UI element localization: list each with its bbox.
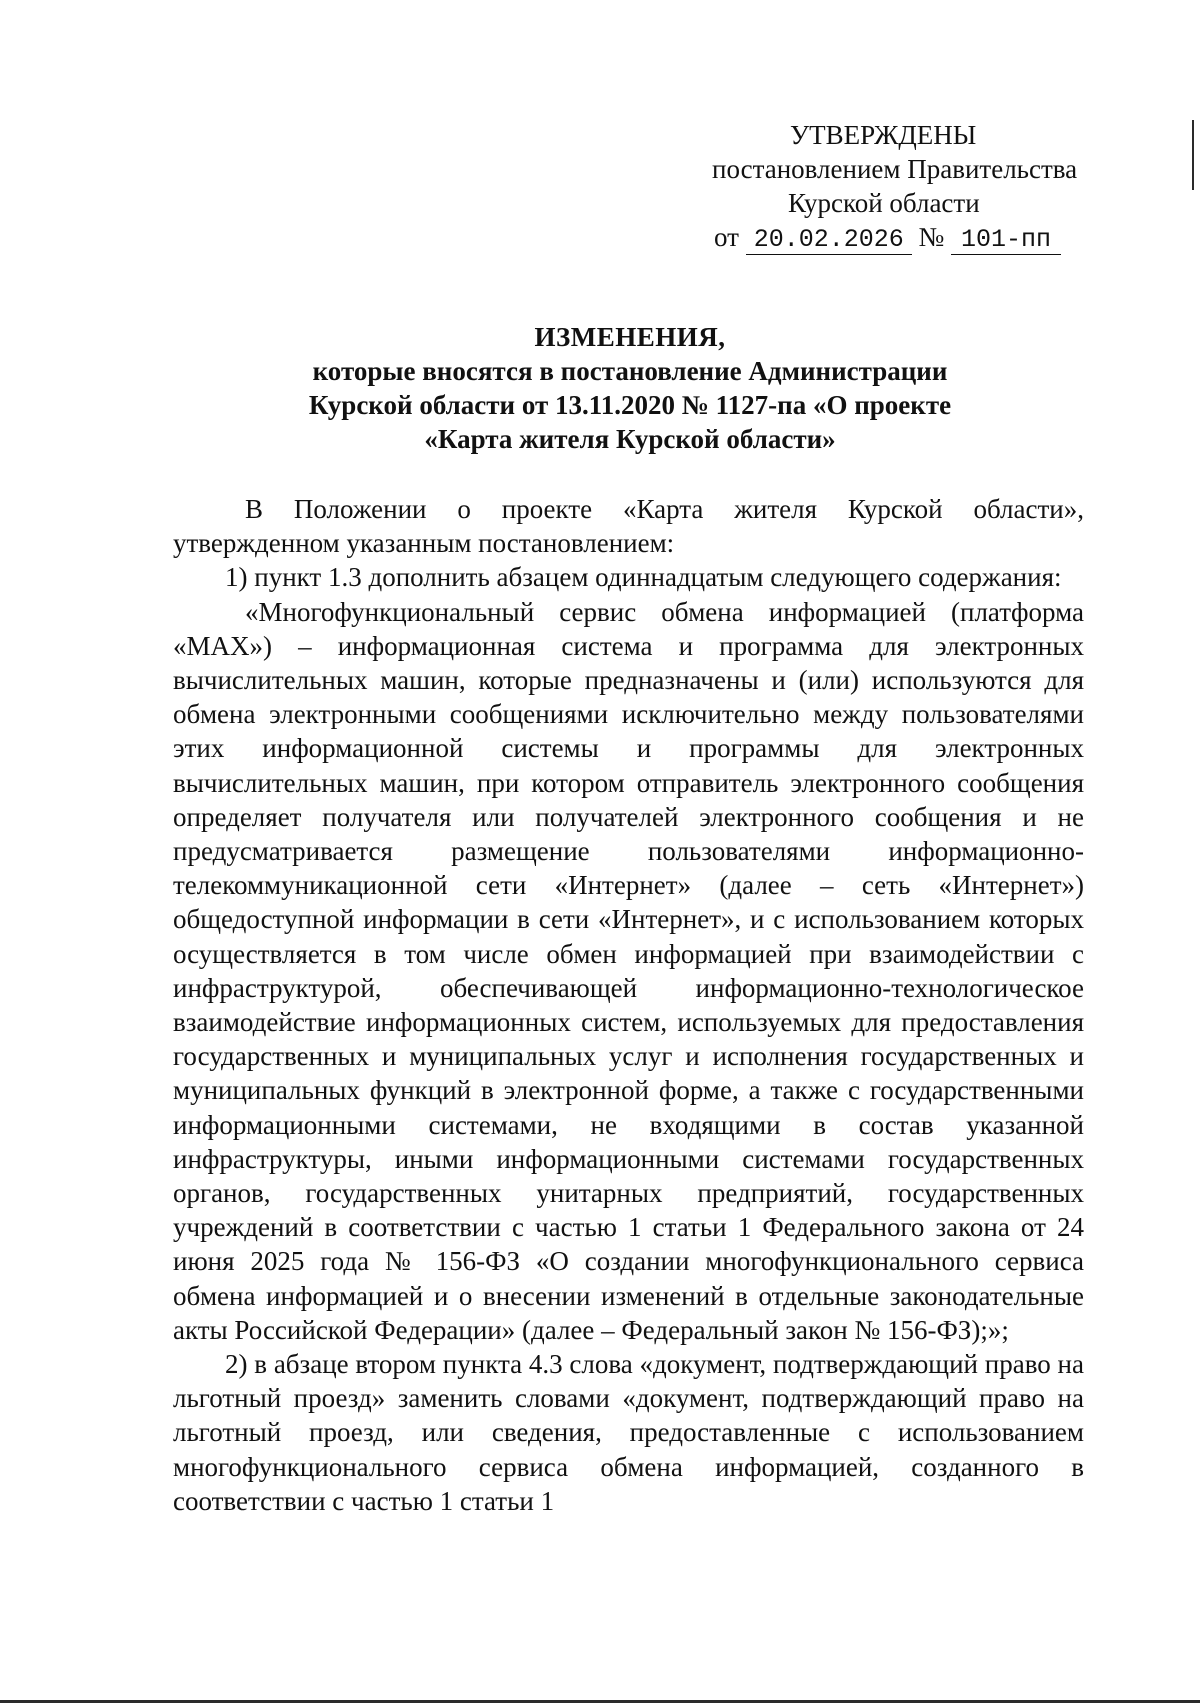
title-line-2: Курской области от 13.11.2020 № 1127-па «О проекте <box>308 390 952 420</box>
title-line-1: которые вносятся в постановление Администрации <box>312 356 948 386</box>
approval-heading: УТВЕРЖДЕНЫ <box>790 120 977 150</box>
approval-issuer: постановлением Правительства <box>712 154 1078 184</box>
date-prefix: от <box>714 222 739 252</box>
item-1-paragraph: 1) пункт 1.3 дополнить абзацем одиннадцатым следующего содержания: <box>225 562 1062 593</box>
approval-stamp <box>700 118 1100 255</box>
item-2-paragraph: 2) в абзаце втором пункта 4.3 слова «документ, подтверждающий право на льготный проезд» заменить словами «документ, подтверждающий право на льготный проезд, или сведения, предоставленные с использованием многофункционального сервиса обмена информацией, созданного в соответствии с частью 1 статьи 1 <box>173 1349 1084 1516</box>
document-body <box>173 492 1084 1518</box>
document-title <box>170 320 1090 456</box>
title-main: ИЗМЕНЕНИЯ, <box>534 322 726 352</box>
approval-date-number <box>700 220 1100 255</box>
scan-edge-mark <box>1192 120 1194 190</box>
quoted-definition-paragraph: «Многофункциональный сервис обмена информацией (платформа «MAX») – информационная система и программа для электронных вычислительных машин, которые предназначены и (или) используются для обмена электронными сообщениями исключительно между пользователями этих информационной системы и программы для электронных вычислительных машин, при котором отправитель электронного сообщения определяет получателя или получателей электронного сообщения и не предусматривается размещение пользователями информационно-телекоммуникационной сети «Интернет» (далее – сеть «Интернет») общедоступной информации в сети «Интернет», и с использованием которых осуществляется в том числе обмен информацией при взаимодействии с инфраструктурой, обеспечивающей информационно-технологическое взаимодействие информационных систем, используемых для предоставления государственных и муниципальных услуг и исполнения государственных и муниципальных функций в электронной форме, а также с государственными информационными системами, не входящими в состав указанной инфраструктуры, иными информационными системами государственных органов, государственных унитарных предприятий, государственных учреждений в соответствии с частью 1 статьи 1 Федерального закона от 24 июня 2025 года № 156-ФЗ «О создании многофункционального сервиса обмена информацией и о внесении изменений в отдельные законодательные акты Российской Федерации» (далее – Федеральный закон № 156-ФЗ);»; <box>173 596 1084 1345</box>
intro-paragraph: В Положении о проекте «Карта жителя Курской области», утвержденном указанным постановлением: <box>173 494 1084 559</box>
approval-number: 101-пп <box>951 226 1061 255</box>
approval-region: Курской области <box>788 188 980 218</box>
approval-date: 20.02.2026 <box>746 226 912 255</box>
number-prefix: № <box>918 222 945 252</box>
title-line-3: «Карта жителя Курской области» <box>424 424 836 454</box>
